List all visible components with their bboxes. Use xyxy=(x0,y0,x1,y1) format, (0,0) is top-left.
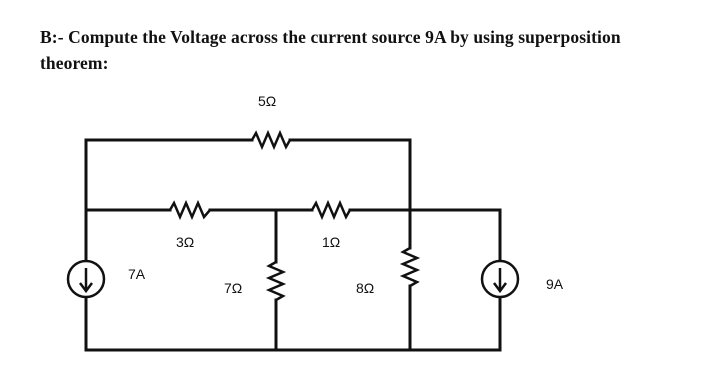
resistor-1-ohm xyxy=(312,203,350,217)
resistor-5-label: 5Ω xyxy=(258,93,277,109)
current-source-7a xyxy=(68,261,146,297)
resistor-5-ohm xyxy=(252,133,290,147)
problem-line-2: theorem: xyxy=(40,53,109,73)
middle-branch xyxy=(86,203,500,250)
resistor-7-label: 7Ω xyxy=(224,280,243,296)
resistor-3-label: 3Ω xyxy=(176,234,195,250)
resistor-1-label: 1Ω xyxy=(322,234,341,250)
source-7a-label: 7A xyxy=(128,266,146,282)
shunt-8-ohm-branch xyxy=(356,140,417,350)
top-branch xyxy=(86,93,410,147)
resistor-8-label: 8Ω xyxy=(356,280,375,296)
source-9a-label: 9A xyxy=(546,276,564,292)
resistor-7-ohm xyxy=(269,262,283,300)
resistor-8-ohm xyxy=(403,248,417,286)
problem-line-1: B:- Compute the Voltage across the current source 9A by using superposition xyxy=(40,27,621,47)
current-source-9a xyxy=(482,261,564,297)
shunt-7-ohm-branch xyxy=(224,210,283,350)
resistor-3-ohm xyxy=(170,203,210,217)
